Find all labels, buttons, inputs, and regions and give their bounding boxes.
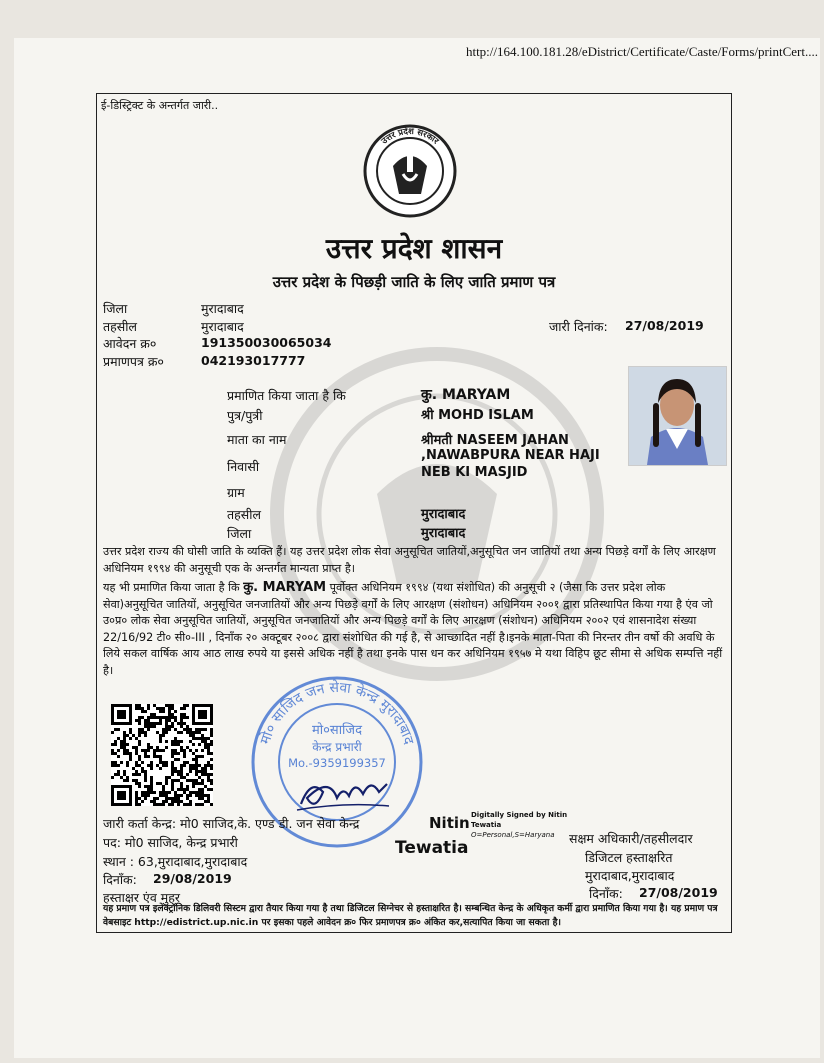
header-note: ई-डिस्ट्रिक्ट के अन्तर्गत जारी.. [101, 99, 219, 112]
qr-code-icon [111, 704, 213, 806]
income-declaration-paragraph [103, 580, 725, 680]
father-label: पुत्र/पुत्री [227, 408, 263, 423]
resident-label: निवासी [227, 459, 260, 474]
detail-tehsil-value: मुरादाबाद [421, 507, 466, 522]
digital-sign-line3: O=Personal,S=Haryana [471, 831, 555, 839]
village-label: ग्राम [227, 485, 245, 500]
resident-address-line1: ,NAWABPURA NEAR HAJI [421, 448, 600, 463]
detail-district-label: जिला [227, 526, 252, 541]
authority-date-value: 27/08/2019 [639, 885, 718, 900]
authority-digital-sign: डिजिटल हस्ताक्षरित [585, 850, 673, 865]
applicant-name: कु. MARYAM [421, 387, 511, 403]
tehsil-label: तहसील [103, 319, 137, 334]
issue-date-label: जारी दिनांक: [549, 319, 608, 334]
detail-district-value: मुरादाबाद [421, 526, 466, 541]
detail-tehsil-label: तहसील [227, 507, 261, 522]
certify-intro: प्रमाणित किया जाता है कि [227, 388, 346, 403]
applicant-portrait-icon [629, 367, 726, 465]
issue-date-value: 27/08/2019 [625, 318, 704, 333]
caste-declaration-paragraph: उत्तर प्रदेश राज्य की घोसी जाति के व्यक्ति हैं। यह उत्तर प्रदेश लोक सेवा अनुसूचित जातियों,अनुसूचित जन जातियों तथा अन्य पिछड़े वर्गों के लिए आरक्षण अधिनियम १९९४ की अनुसूची एक के अन्तर्गत मान्यता प्राप्त है। [103, 545, 716, 575]
resident-address-line2: NEB KI MASJID [421, 465, 528, 480]
applicant-photo [628, 366, 727, 466]
certificate-frame [96, 93, 732, 933]
issuing-center: जारी कर्ता केन्द्र: मो0 साजिद,के. एण्ड डी. जन सेवा केन्द्र [103, 816, 360, 831]
page-url: http://164.100.181.28/eDistrict/Certificate/Caste/Forms/printCert.... [465, 44, 818, 59]
emblem-ring-text [363, 124, 457, 218]
district-value: मुरादाबाद [201, 301, 244, 316]
mother-name: श्रीमती NASEEM JAHAN [421, 433, 569, 448]
mother-label: माता का नाम [227, 432, 287, 447]
certificate-label: प्रमाणपत्र क्र० [103, 354, 164, 369]
para2-applicant-name: कु. MARYAM [243, 580, 327, 595]
stamp-name: मो०साजिद [312, 723, 362, 738]
tehsil-value: मुरादाबाद [201, 319, 244, 334]
issuer-date-label: दिनॉंक: [103, 872, 137, 887]
document-title: उत्तर प्रदेश शासन [325, 232, 503, 265]
issuer-post: पद: मो0 साजिद, केन्द्र प्रभारी [103, 835, 238, 850]
digital-sign-line1: Digitally Signed by Nitin [471, 811, 568, 819]
issuer-place: स्थान : 63,मुरादाबाद,मुरादाबाद [103, 854, 248, 869]
digital-sign-line2: Tewatia [471, 821, 502, 829]
verification-footnote: यह प्रमाण पत्र इलेक्ट्रॉनिक डिलिवरी सिस्टम द्वारा तैयार किया गया है तथा डिजिटल सिग्नेचर से हस्ताक्षरित है। सम्बन्धित केन्द्र के अधिकृत कर्मी द्वारा प्रमाणित किया गया है। यह प्रमाण पत्र वेबसाइट http://edistrict.up.nic.in पर इसका पहले आवेदन क्र० फिर प्रमाणपत्र क्र० अंकित कर,सत्यापित किया जा सकता है। [103, 903, 718, 928]
para2-body: पूर्वोक्त अधिनियम १९९४ (यथा संशोधित) की अनुसूची २ (जैसा कि उत्तर प्रदेश लोक सेवा)अनुसूचित जातियों, अनुसूचित जनजातियों और अन्य पिछड़े वर्गों के लिए आरक्षण (संशोधन) अधिनियम २००१ द्वारा प्रतिस्थापित किया गया है एंव जो उ०प्र० लोक सेवा अनुसूचित जातियों, अनुसूचित जनजातियों और अन्य पिछड़े वर्गों के लिए आरक्षण (संशोधन) अधिनियम २००२ एवं शासनादेश संख्या 22/16/92 टी० सी०-III , दिनॉंक २० अक्टूबर २००८ द्वारा संशोधित की गई है, से आच्छादित नहीं है।इनके माता-पिता की निरन्तर तीन वर्षो की अवधि के लिये सकल वार्षिक आय आठ लाख रुपये या इससे अधिक नहीं है तथा इनके पास धन कर अधिनियम १९५७ मे यथा विहिप छूट सीमा से अधिक सम्पत्ति नहीं है। [103, 581, 723, 677]
svg-text:उत्तर प्रदेश सरकार: उत्तर प्रदेश सरकार [379, 126, 441, 147]
handwritten-signature-icon [293, 768, 393, 818]
authority-date-label: दिनॉंक: [589, 886, 623, 901]
authority-location: मुरादाबाद,मुरादाबाद [585, 868, 675, 883]
para2-intro: यह भी प्रमाणित किया जाता है कि [103, 581, 244, 594]
father-name: श्री MOHD ISLAM [421, 408, 534, 423]
stamp-mobile: Mo.-9359199357 [288, 756, 386, 770]
application-number: 191350030065034 [201, 335, 332, 350]
issuer-date-value: 29/08/2019 [153, 871, 232, 886]
signature-seal-label: हस्ताक्षर एंव मुहर [103, 890, 180, 905]
authority-title: सक्षम अधिकारी/तहसीलदार [569, 831, 693, 846]
document-subtitle: उत्तर प्रदेश के पिछड़ी जाति के लिए जाति प्रमाण पत्र [272, 273, 556, 291]
svg-text:मो० साजिद जन सेवा केन्द्र मुरा: मो० साजिद जन सेवा केन्द्र मुरादाबाद [257, 679, 417, 747]
digital-sign-name-first: Nitin [429, 814, 470, 832]
stamp-designation: केन्द्र प्रभारी [312, 740, 362, 754]
digital-sign-name-last: Tewatia [395, 838, 469, 858]
district-label: जिला [103, 301, 128, 316]
application-label: आवेदन क्र० [103, 336, 157, 351]
certificate-number: 042193017777 [201, 353, 306, 368]
